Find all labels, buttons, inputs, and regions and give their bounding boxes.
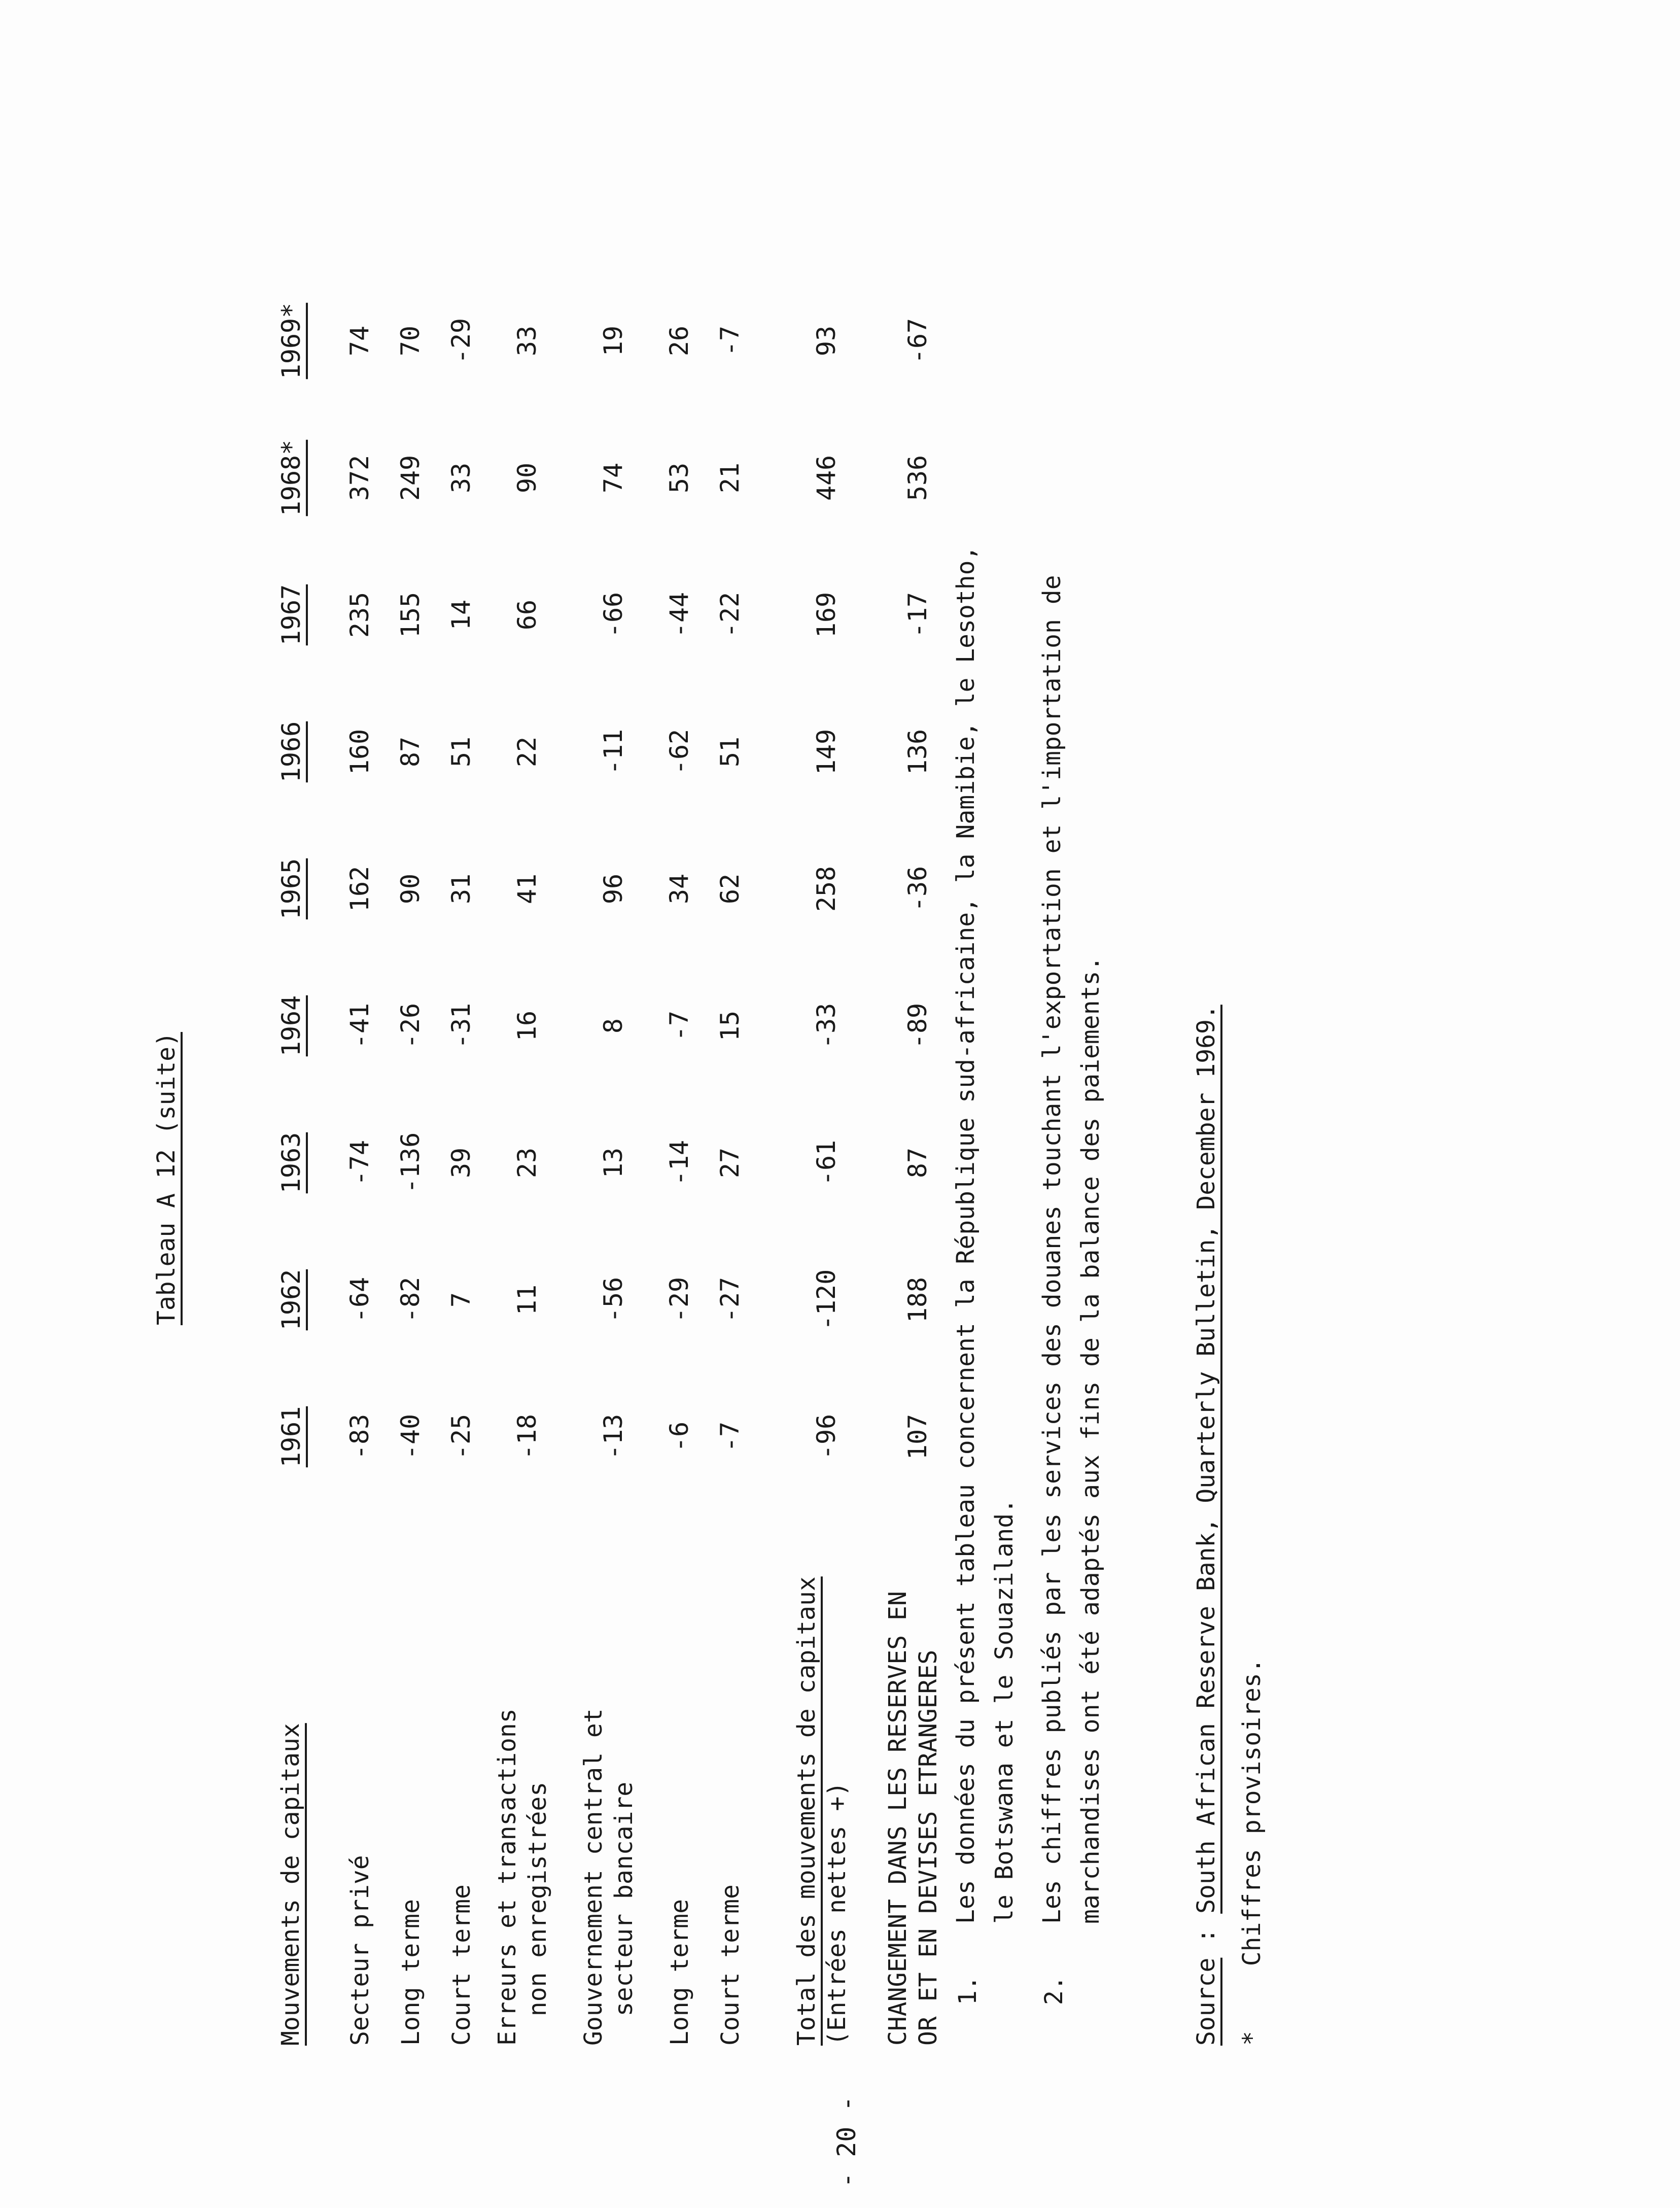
year-header: 1968*	[276, 439, 306, 516]
footnote-text: Chiffres provisoires.	[1238, 1658, 1266, 1966]
table-cell: -64	[345, 1276, 374, 1323]
row-label-line: CHANGEMENT DANS LES RESERVES EN	[884, 1591, 912, 2046]
table-cell: 446	[812, 455, 841, 501]
table-cell: 74	[345, 325, 374, 357]
table-cell: 536	[903, 455, 932, 501]
note-line: Les données du présent tableau concernent la République sud-africaine, la Namibie, le Lesotho,	[952, 545, 980, 1924]
table-cell: -120	[812, 1269, 841, 1331]
table-cell: -18	[512, 1413, 542, 1460]
table-cell: 93	[812, 325, 841, 357]
row-label	[664, 1899, 695, 2046]
table-cell: 33	[446, 462, 476, 494]
year-header: 1964	[276, 995, 306, 1057]
table-cell: -29	[446, 318, 476, 364]
table-cell: 21	[715, 462, 745, 494]
row-label-line: Court terme	[716, 1884, 745, 2046]
year-header: 1969*	[276, 302, 306, 380]
row-label-line: Long terme	[666, 1899, 694, 2046]
table-cell: 87	[903, 1147, 932, 1179]
table-cell: 15	[715, 1010, 745, 1042]
table-cell: 8	[599, 1018, 628, 1034]
table-cell: -96	[812, 1413, 841, 1460]
table-cell: -14	[664, 1140, 694, 1186]
table-cell: 149	[812, 729, 841, 775]
note-text	[1033, 575, 1110, 1924]
note-line: marchandises ont été adaptés aux fins de la balance des paiements.	[1076, 956, 1105, 1924]
table-cell: -83	[345, 1413, 374, 1460]
table-cell: 162	[345, 866, 374, 912]
row-label-line: Total des mouvements de capitaux	[792, 1576, 821, 2046]
table-cell: -7	[715, 325, 745, 357]
table-cell: 160	[345, 729, 374, 775]
row-label-line: (Entrées nettes +)	[823, 1781, 851, 2046]
note-line: le Botswana et le Souaziland.	[990, 1498, 1019, 1924]
year-header: 1967	[276, 584, 306, 646]
table-cell: -66	[599, 592, 628, 638]
table-cell: 258	[812, 866, 841, 912]
table-cell: -6	[664, 1421, 694, 1453]
page-number: - 20 -	[832, 2096, 861, 2188]
table-cell: 372	[345, 455, 374, 501]
year-header: 1962	[276, 1269, 306, 1331]
table-cell: -41	[345, 1003, 374, 1049]
row-label-line: OR ET EN DEVISES ETRANGERES	[914, 1649, 942, 2046]
footnote-marker: *	[1238, 2031, 1266, 2046]
table-cell: -40	[396, 1413, 425, 1460]
table-cell: 107	[903, 1413, 932, 1460]
year-header: 1961	[276, 1406, 306, 1468]
table-cell: 19	[599, 325, 628, 357]
table-cell: 249	[396, 455, 425, 501]
table-cell: 169	[812, 592, 841, 638]
table-cell: -7	[664, 1010, 694, 1042]
table-cell: 14	[446, 599, 476, 631]
table-cell: 33	[512, 325, 542, 357]
note-number: 2.	[1040, 1976, 1068, 2005]
table-cell: 188	[903, 1276, 932, 1323]
row-label	[446, 1884, 477, 2046]
note-text	[947, 546, 1024, 1924]
row-label	[791, 1576, 852, 2046]
header-label: Mouvements de capitaux	[276, 1723, 305, 2046]
table-cell: 41	[512, 873, 542, 905]
table-cell: 87	[396, 736, 425, 768]
year-header: 1966	[276, 721, 306, 783]
table-cell: 34	[664, 873, 694, 905]
row-label	[492, 1708, 553, 2046]
table-cell: -13	[599, 1413, 628, 1460]
table-cell: 51	[715, 736, 745, 768]
table-cell: -33	[812, 1003, 841, 1049]
table-cell: 11	[512, 1284, 542, 1316]
table-cell: -61	[812, 1140, 841, 1186]
table-cell: -56	[599, 1276, 628, 1323]
note-number: 1.	[954, 1976, 982, 2005]
table-cell: -25	[446, 1413, 476, 1460]
table-cell: 74	[599, 462, 628, 494]
source-line	[1192, 1005, 1220, 2046]
table-cell: -36	[903, 866, 932, 912]
table-cell: -74	[345, 1140, 374, 1186]
row-label-line: non enregistrées	[523, 1781, 552, 2046]
table-cell: -22	[715, 592, 745, 638]
table-cell: 136	[903, 729, 932, 775]
table-cell: 96	[599, 873, 628, 905]
table-cell: -11	[599, 729, 628, 775]
table-cell: 16	[512, 1010, 542, 1042]
table-cell: -29	[664, 1276, 694, 1323]
table-cell: 13	[599, 1147, 628, 1179]
table-cell: -136	[396, 1132, 425, 1194]
table-cell: 66	[512, 599, 542, 631]
table-cell: 90	[396, 873, 425, 905]
table-cell: -67	[903, 318, 932, 364]
table-cell: -7	[715, 1421, 745, 1453]
table-cell: -82	[396, 1276, 425, 1323]
table-cell: 39	[446, 1147, 476, 1179]
row-label-line: Long terme	[397, 1899, 425, 2046]
table-cell: 26	[664, 325, 694, 357]
table-cell: -31	[446, 1003, 476, 1049]
table-cell: -27	[715, 1276, 745, 1323]
note-line: Les chiffres publiés par les services des douanes touchant l'exportation et l'importation de	[1038, 575, 1066, 1924]
year-header: 1963	[276, 1132, 306, 1194]
row-label	[578, 1708, 639, 2046]
row-label-line: Gouvernement central et	[579, 1708, 608, 2046]
footnote	[1238, 1658, 1266, 2046]
row-label	[715, 1884, 746, 2046]
table-cell: 70	[396, 325, 425, 357]
row-label-line: Erreurs et transactions	[493, 1708, 521, 2046]
row-label	[396, 1899, 426, 2046]
row-label	[345, 1855, 375, 2046]
table-cell: 235	[345, 592, 374, 638]
table-title: Tableau A 12 (suite)	[152, 1032, 181, 1325]
row-label	[883, 1591, 943, 2046]
row-label-line: Court terme	[447, 1884, 476, 2046]
table-cell: 51	[446, 736, 476, 768]
table-cell: -89	[903, 1003, 932, 1049]
table-cell: 53	[664, 462, 694, 494]
row-label-line: secteur bancaire	[610, 1781, 638, 2046]
table-cell: 62	[715, 873, 745, 905]
year-header: 1965	[276, 858, 306, 920]
table-cell: 90	[512, 462, 542, 494]
row-label-line: Secteur privé	[346, 1855, 374, 2046]
table-cell: 155	[396, 592, 425, 638]
table-cell: -44	[664, 592, 694, 638]
table-cell: 23	[512, 1147, 542, 1179]
table-cell: 7	[446, 1292, 476, 1308]
table-cell: 27	[715, 1147, 745, 1179]
table-cell: -26	[396, 1003, 425, 1049]
source-separator: :	[1192, 1913, 1220, 1958]
table-cell: 31	[446, 873, 476, 905]
table-cell: 22	[512, 736, 542, 768]
source-text: South African Reserve Bank, Quarterly Bulletin, December 1969.	[1192, 1005, 1220, 1914]
source-label: Source	[1192, 1957, 1220, 2046]
table-cell: -17	[903, 592, 932, 638]
table-cell: -62	[664, 729, 694, 775]
